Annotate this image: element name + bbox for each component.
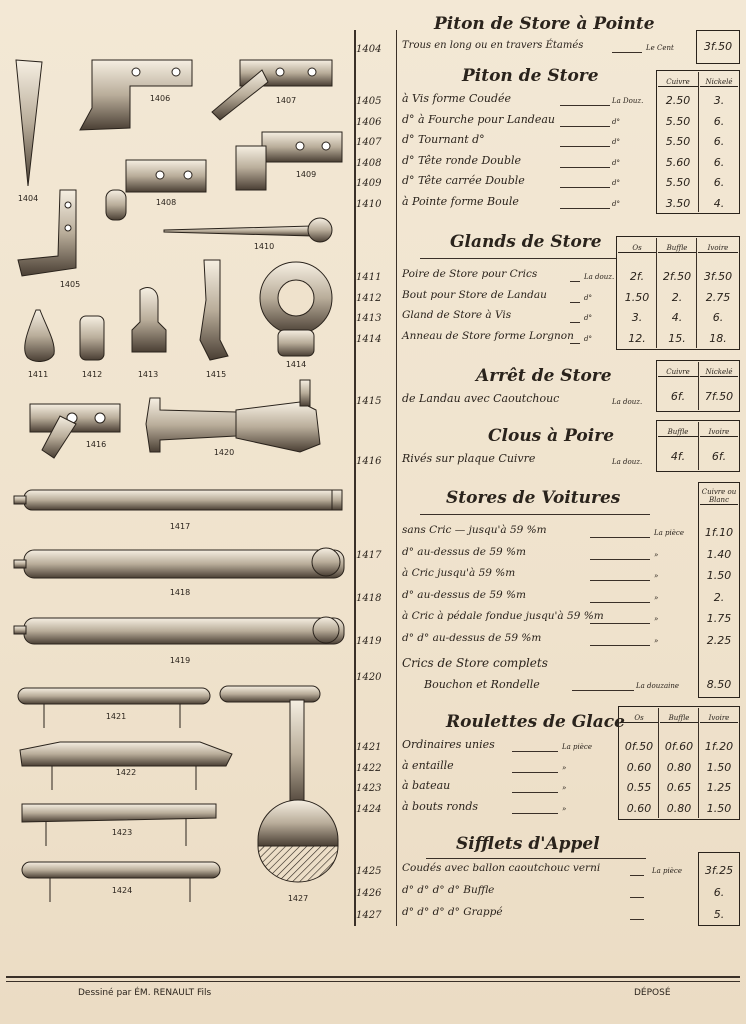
item-unit: » — [654, 593, 659, 602]
leader-line — [630, 897, 644, 898]
item-description: à Vis forme Coudée — [402, 92, 512, 105]
price-p2: 6. — [713, 135, 725, 148]
price-p1: 5.50 — [665, 135, 691, 148]
price-p2: 2. — [671, 290, 683, 304]
fig-label-1409: 1409 — [295, 170, 317, 179]
leader-line — [560, 105, 610, 106]
item-description: d° à Fourche pour Landeau — [402, 112, 555, 126]
price-p2: 0f.60 — [664, 740, 694, 753]
fig-label-1408: 1408 — [155, 198, 177, 207]
leader-line — [590, 602, 650, 603]
leader-line — [512, 813, 558, 814]
item-number: 1409 — [356, 178, 382, 189]
price-p2: 4. — [671, 311, 683, 324]
price-p3: 6. — [712, 311, 724, 324]
item-unit: d° — [612, 138, 620, 146]
item-description: Poire de Store pour Crics — [402, 268, 538, 280]
item-unit: La pièce — [652, 867, 682, 875]
item-number: 1426 — [356, 888, 382, 899]
section-title-sifflets: Sifflets d'Appel — [456, 834, 600, 854]
leader-line — [560, 126, 610, 127]
footer-depose: DÉPOSÉ — [634, 988, 671, 998]
leader-line — [590, 623, 650, 624]
fig-label-1411: 1411 — [27, 370, 49, 379]
title-underline — [420, 258, 616, 259]
item-description: à Cric jusqu'à 59 %m — [402, 567, 516, 579]
item-description: à Pointe forme Boule — [402, 194, 519, 208]
item-description: Ordinaires unies — [402, 738, 495, 751]
section-title-arret: Arrêt de Store — [476, 366, 612, 386]
col-head-nickele: Nickelé — [700, 368, 738, 377]
price-p1: 3. — [631, 311, 643, 324]
price-p2: 15. — [668, 331, 686, 345]
item-description: d° Tête ronde Double — [402, 153, 522, 167]
leader-line — [590, 580, 650, 581]
leader-line — [590, 537, 650, 538]
price-ivoire: 6f. — [711, 450, 727, 463]
fig-label-1406: 1406 — [149, 94, 171, 103]
item-number: 1407 — [356, 137, 382, 148]
col-head-cuivre-ou-blanc: Cuivre ou Blanc — [701, 488, 737, 504]
fig-label-1419: 1419 — [169, 656, 191, 665]
col-head-buffle: Buffle — [660, 714, 698, 723]
col-head-nickele: Nickelé — [700, 78, 738, 87]
price-value: 8.50 — [706, 678, 732, 691]
item-number: 1414 — [356, 333, 382, 345]
bottom-rule — [6, 976, 740, 978]
leader-line — [570, 302, 580, 303]
item-number: 1427 — [356, 910, 382, 921]
section-title-stores-voitures: Stores de Voitures — [446, 488, 621, 508]
price-p2: 3. — [713, 94, 725, 107]
item-description: à bouts ronds — [402, 799, 479, 813]
item-description: Rivés sur plaque Cuivre — [402, 452, 536, 465]
item-number: 1421 — [356, 742, 382, 753]
price-p1: 1.50 — [624, 290, 650, 304]
col-head-os: Os — [618, 244, 656, 253]
item-number: 1412 — [356, 292, 382, 304]
fig-label-1414: 1414 — [285, 360, 307, 369]
price-p2: 0.65 — [666, 781, 692, 794]
item-description: d° d° d° d° Grappé — [402, 906, 503, 918]
item-number: 1425 — [356, 866, 382, 877]
price-p1: 5.50 — [665, 176, 691, 189]
price-p1: 0f.50 — [624, 740, 654, 753]
item-unit: d° — [612, 199, 620, 208]
price-p2: 0.80 — [666, 760, 692, 774]
fig-label-1427: 1427 — [287, 894, 309, 903]
item-number: 1417 — [356, 549, 382, 561]
item-description: d° Tête carrée Double — [402, 174, 525, 187]
fig-label-1404: 1404 — [17, 194, 39, 203]
price-value: 3f.50 — [703, 40, 733, 53]
gland-1413-drawing — [132, 288, 166, 352]
item-description: d° au-dessus de 59 %m — [402, 545, 526, 558]
price-p1: 5.60 — [665, 155, 691, 169]
item-unit: d° — [612, 179, 620, 187]
item-unit: La pièce — [562, 743, 592, 751]
gland-1411-drawing — [25, 310, 55, 361]
item-number: 1416 — [356, 456, 382, 467]
col-head-buffle: Buffle — [658, 428, 698, 437]
leader-line — [560, 167, 610, 168]
roulette-1422-drawing — [20, 742, 232, 766]
store-1417-drawing — [24, 490, 340, 510]
price-p2: 2f.50 — [662, 270, 692, 283]
leader-line — [590, 645, 650, 646]
item-number: 1413 — [356, 313, 382, 324]
item-number: 1422 — [356, 762, 382, 774]
piton-1404-drawing — [16, 60, 42, 186]
price-p: 5. — [713, 908, 725, 921]
price-col-divider — [656, 238, 657, 348]
price-p: 3f.25 — [704, 864, 734, 877]
item-unit: d° — [584, 314, 592, 322]
store-1418-drawing — [24, 550, 344, 578]
price-p: 1.40 — [706, 547, 732, 561]
item-unit: » — [654, 636, 659, 645]
leader-line — [512, 751, 558, 752]
price-p: 2.25 — [706, 633, 732, 647]
price-p2: 6. — [713, 176, 725, 189]
item-unit: » — [654, 572, 659, 580]
item-description: à entaille — [402, 758, 454, 772]
roulette-1423-drawing — [22, 804, 216, 822]
price-p1: 3.50 — [665, 196, 691, 210]
leader-line — [560, 187, 610, 188]
item-description: Coudés avec ballon caoutchouc verni — [402, 862, 601, 874]
item-number: 1408 — [356, 157, 382, 169]
price-buffle: 4f. — [670, 450, 686, 463]
fig-label-1410: 1410 — [253, 242, 275, 251]
price-p: 1.75 — [706, 612, 732, 625]
footer-credit: Dessiné par ÉM. RENAULT Fils — [78, 988, 212, 998]
fig-label-1417: 1417 — [169, 522, 191, 531]
item-number: 1423 — [356, 783, 382, 794]
col-head-buffle: Buffle — [658, 244, 696, 253]
item-unit: » — [562, 763, 567, 772]
item-unit: La douzaine — [636, 682, 680, 690]
item-unit: d° — [612, 117, 620, 126]
price-p2: 0.80 — [666, 801, 692, 815]
item-unit: » — [654, 615, 659, 623]
price-p: 1.50 — [706, 569, 732, 582]
item-description: à bateau — [402, 779, 451, 792]
price-col-divider — [698, 72, 699, 212]
leader-line — [630, 919, 644, 920]
item-unit: d° — [584, 334, 592, 343]
item-description: d° au-dessus de 59 %m — [402, 588, 526, 601]
roulette-1421-drawing — [18, 688, 210, 704]
fig-label-1407: 1407 — [275, 96, 297, 105]
item-description: sans Cric — jusqu'à 59 %m — [402, 524, 547, 536]
fig-label-1413: 1413 — [137, 370, 159, 379]
item-description: Crics de Store complets — [402, 656, 548, 670]
title-underline — [426, 858, 646, 859]
fig-label-1421: 1421 — [105, 712, 127, 721]
roulette-1424-drawing — [22, 862, 220, 878]
price-col-divider — [696, 238, 697, 348]
gland-1412-drawing — [80, 316, 104, 360]
column-divider-right — [396, 30, 397, 926]
price-cuivre: 6f. — [670, 390, 686, 403]
price-p1: 0.55 — [626, 781, 652, 794]
price-p1: 12. — [628, 331, 646, 345]
price-p1: 5.50 — [665, 114, 691, 128]
item-unit: La douz. — [612, 398, 643, 406]
item-unit: » — [562, 804, 567, 813]
price-col-divider — [658, 708, 659, 818]
col-head-ivoire: Ivoire — [700, 428, 738, 437]
item-number: 1410 — [356, 198, 382, 210]
leader-line — [590, 559, 650, 560]
price-p3: 1f.20 — [704, 740, 734, 753]
leader-line — [570, 322, 580, 323]
price-col-divider — [698, 422, 699, 470]
price-col-divider — [698, 362, 699, 410]
leader-line — [512, 792, 558, 793]
section-title-glands: Glands de Store — [450, 232, 602, 252]
fig-label-1424: 1424 — [111, 886, 133, 895]
item-number: 1411 — [356, 272, 382, 283]
price-p2: 4. — [713, 196, 725, 210]
item-unit: » — [562, 784, 567, 792]
price-p: 1f.10 — [704, 526, 734, 539]
leader-line — [612, 52, 642, 53]
item-number: 1404 — [356, 44, 382, 55]
item-description: d° d° au-dessus de 59 %m — [402, 631, 542, 644]
sifflet-1427-drawing — [220, 686, 320, 702]
leader-line — [572, 690, 634, 691]
col-head-ivoire: Ivoire — [700, 714, 738, 723]
fig-label-1412: 1412 — [81, 370, 103, 379]
item-description: Gland de Store à Vis — [402, 309, 512, 321]
price-p3: 3f.50 — [703, 270, 733, 283]
price-p3: 1.50 — [706, 801, 732, 815]
item-unit: La douz. — [612, 458, 643, 466]
item-description: d° Tournant d° — [402, 133, 485, 146]
price-p: 6. — [713, 886, 725, 899]
item-number: 1406 — [356, 116, 382, 128]
item-number: 1418 — [356, 592, 382, 604]
item-number: 1415 — [356, 396, 382, 407]
store-1419-drawing — [24, 618, 344, 644]
piton-1408-drawing — [126, 160, 206, 192]
price-p: 2. — [713, 590, 725, 604]
bottom-rule-thin — [6, 981, 740, 982]
fig-label-1420: 1420 — [213, 448, 235, 457]
cric-1420-drawing — [146, 398, 236, 452]
price-p1: 2f. — [629, 270, 645, 283]
fig-label-1422: 1422 — [115, 768, 137, 777]
fig-label-1416: 1416 — [85, 440, 107, 449]
price-p1: 2.50 — [665, 94, 691, 107]
item-unit: La pièce — [654, 529, 684, 537]
leader-line — [560, 208, 610, 209]
price-nickele: 7f.50 — [704, 390, 734, 403]
piton-1410-drawing — [164, 226, 312, 236]
item-unit: La douz. — [584, 273, 615, 281]
leader-line — [570, 343, 580, 344]
section-title-roulettes: Roulettes de Glace — [446, 712, 625, 732]
title-underline — [420, 514, 650, 515]
item-number: 1419 — [356, 635, 382, 647]
col-head-os: Os — [620, 714, 658, 723]
fig-label-1405: 1405 — [59, 280, 81, 289]
col-head-cuivre: Cuivre — [658, 368, 698, 377]
price-p1: 0.60 — [626, 760, 652, 774]
col-head-ivoire: Ivoire — [698, 244, 738, 253]
leader-line — [630, 875, 644, 876]
leader-line — [570, 281, 580, 282]
item-description: Trous en long ou en travers Étamés — [402, 40, 584, 51]
price-p1: 0.60 — [626, 801, 652, 815]
item-number: 1420 — [356, 672, 382, 683]
section-title-clous: Clous à Poire — [488, 426, 615, 446]
item-description: d° d° d° d° Buffle — [402, 884, 495, 896]
arret-1415-drawing — [200, 260, 228, 360]
price-p3: 1.25 — [706, 781, 732, 794]
fig-label-1418: 1418 — [169, 588, 191, 597]
price-p3: 18. — [709, 331, 727, 345]
item-description: Bout pour Store de Landau — [402, 288, 547, 301]
item-description: de Landau avec Caoutchouc — [402, 392, 560, 405]
section-title-piton-de-store: Piton de Store — [462, 66, 599, 86]
item-unit: d° — [612, 158, 620, 167]
item-unit: La Douz. — [612, 97, 644, 105]
item-number: 1405 — [356, 96, 382, 107]
price-col-divider — [698, 708, 699, 818]
fig-label-1423: 1423 — [111, 828, 133, 837]
price-p2: 6. — [713, 155, 725, 169]
price-p2: 6. — [713, 114, 725, 128]
leader-line — [512, 772, 558, 773]
illustrations — [0, 0, 352, 930]
item-description-2: Bouchon et Rondelle — [424, 678, 540, 691]
item-description: Anneau de Store forme Lorgnon — [402, 329, 574, 342]
item-description: à Cric à pédale fondue jusqu'à 59 %m — [402, 610, 604, 622]
item-unit: Le Cent — [646, 44, 674, 52]
price-p3: 1.50 — [706, 760, 732, 774]
item-number: 1424 — [356, 803, 382, 815]
item-unit: d° — [584, 293, 592, 302]
fig-label-1415: 1415 — [205, 370, 227, 379]
section-title-piton-a-pointe: Piton de Store à Pointe — [434, 14, 655, 34]
price-p3: 2.75 — [705, 290, 731, 304]
item-unit: » — [654, 550, 659, 559]
col-head-cuivre: Cuivre — [658, 78, 698, 87]
leader-line — [560, 146, 610, 147]
